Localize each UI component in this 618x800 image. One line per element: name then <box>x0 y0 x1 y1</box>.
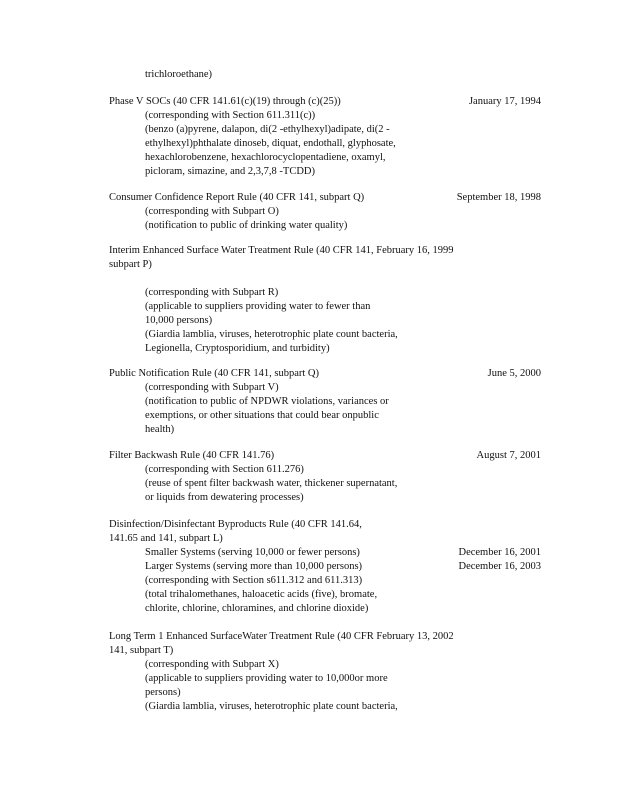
entry-detail: (corresponding with Subpart R) <box>145 287 279 298</box>
entry-detail: or liquids from dewatering processes) <box>145 492 304 503</box>
entry-detail: (Giardia lamblia, viruses, heterotrophic plate count bacteria, <box>145 701 398 712</box>
entry-detail: chlorite, chlorine, chloramines, and chlorine dioxide) <box>145 603 369 614</box>
entry-detail: hexachlorobenzene, hexachlorocyclopentadiene, oxamyl, <box>145 152 386 163</box>
entry-title: Public Notification Rule (40 CFR 141, subpart Q) <box>109 368 319 379</box>
entry-detail: (Giardia lamblia, viruses, heterotrophic plate count bacteria, <box>145 329 398 340</box>
entry-subrow-date: December 16, 2001 <box>458 547 541 558</box>
entry-date: August 7, 2001 <box>476 450 541 461</box>
entry-date: January 17, 1994 <box>468 96 541 107</box>
entry-detail: (benzo (a)pyrene, dalapon, di(2 -ethylhexyl)adipate, di(2 - <box>145 124 390 135</box>
entry-detail: (corresponding with Section s611.312 and 611.313) <box>145 575 363 586</box>
entry-detail: ethylhexyl)phthalate dinoseb, diquat, endothall, glyphosate, <box>145 138 396 149</box>
entry-detail: (applicable to suppliers providing water to fewer than <box>145 301 371 312</box>
entry-detail: (corresponding with Subpart V) <box>145 382 279 393</box>
entry-title: 141, subpart T) <box>109 645 174 656</box>
entry-title: 141.65 and 141, subpart L) <box>109 533 223 544</box>
entry-detail: (total trihalomethanes, haloacetic acids (five), bromate, <box>145 589 378 600</box>
entry-subrow-date: December 16, 2003 <box>458 561 541 572</box>
entry-detail: (notification to public of drinking water quality) <box>145 220 348 231</box>
entry-date: September 18, 1998 <box>456 192 541 203</box>
entry-subrow-label: Smaller Systems (serving 10,000 or fewer persons) <box>145 547 360 558</box>
entry-title: Long Term 1 Enhanced SurfaceWater Treatment Rule (40 CFR February 13, 2002 <box>109 631 454 642</box>
entry-title: Phase V SOCs (40 CFR 141.61(c)(19) through (c)(25)) <box>109 96 341 107</box>
entry-detail: (corresponding with Section 611.311(c)) <box>145 110 316 121</box>
entry-title: Disinfection/Disinfectant Byproducts Rule (40 CFR 141.64, <box>109 519 362 530</box>
entry-detail: Legionella, Cryptosporidium, and turbidity) <box>145 343 330 354</box>
intro-text: trichloroethane) <box>145 69 213 80</box>
entry-detail: (corresponding with Section 611.276) <box>145 464 304 475</box>
entry-detail: exemptions, or other situations that could bear onpublic <box>145 410 379 421</box>
entry-title: Consumer Confidence Report Rule (40 CFR 141, subpart Q) <box>109 192 365 203</box>
entry-subrow-label: Larger Systems (serving more than 10,000 persons) <box>145 561 363 572</box>
entry-title: Filter Backwash Rule (40 CFR 141.76) <box>109 450 275 461</box>
entry-detail: (notification to public of NPDWR violations, variances or <box>145 396 389 407</box>
entry-detail: 10,000 persons) <box>145 315 213 326</box>
entry-detail: health) <box>145 424 175 435</box>
entry-title: subpart P) <box>109 259 152 270</box>
entry-detail: (corresponding with Subpart O) <box>145 206 279 217</box>
entry-detail: (corresponding with Subpart X) <box>145 659 279 670</box>
entry-detail: persons) <box>145 687 181 698</box>
entry-title: Interim Enhanced Surface Water Treatment Rule (40 CFR 141, February 16, 1999 <box>109 245 454 256</box>
entry-detail: picloram, simazine, and 2,3,7,8 -TCDD) <box>145 166 315 177</box>
entry-detail: (applicable to suppliers providing water to 10,000or more <box>145 673 388 684</box>
entry-date: June 5, 2000 <box>487 368 541 379</box>
entry-detail: (reuse of spent filter backwash water, thickener supernatant, <box>145 478 398 489</box>
